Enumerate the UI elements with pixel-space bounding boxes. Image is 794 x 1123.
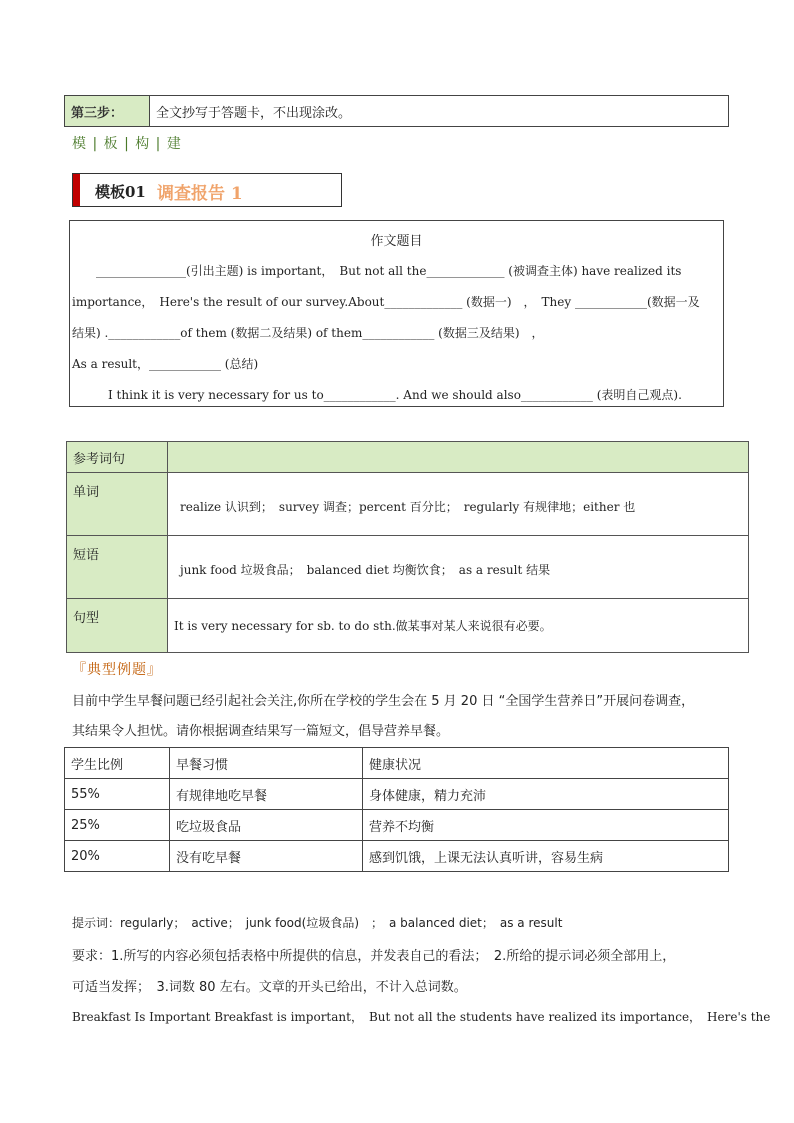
vocab-row-content: junk food 垃圾食品； balanced diet 均衡饮食； as a result 结果 xyxy=(168,536,749,599)
survey-cell: 身体健康，精力充沛 xyxy=(363,779,729,810)
survey-header-cell: 学生比例 xyxy=(65,748,170,779)
essay-template-box xyxy=(69,220,724,407)
survey-header-row xyxy=(65,748,729,779)
example-intro-line: 其结果令人担忧。请你根据调查结果写一篇短文，倡导营养早餐。 xyxy=(72,724,450,739)
survey-header-cell: 早餐习惯 xyxy=(170,748,363,779)
example-heading: 『典型例题』 xyxy=(72,662,162,678)
survey-cell: 感到饥饿，上课无法认真听讲，容易生病 xyxy=(363,841,729,872)
step-label: 第三步： xyxy=(65,96,150,127)
survey-table xyxy=(64,747,729,872)
vocab-row-content: realize 认识到； survey 调查；percent 百分比； regularly 有规律地；either 也 xyxy=(168,473,749,536)
essay-line: importance， Here's the result of our survey.About_____________ (数据一) ， They ____________(数据一及 xyxy=(72,295,700,309)
requirements-line: 要求：1.所写的内容必须包括表格中所提供的信息，并发表自己的看法； 2.所给的提示词必须全部用上， xyxy=(72,949,676,964)
survey-cell: 20% xyxy=(65,841,170,872)
step-text: 全文抄写于答题卡，不出现涂改。 xyxy=(150,96,729,127)
hint-words: 提示词：regularly； active； junk food(垃圾食品) ； a balanced diet； as a result xyxy=(72,916,563,930)
vocab-row xyxy=(67,599,749,653)
survey-cell: 没有吃早餐 xyxy=(170,841,363,872)
vocab-row xyxy=(67,536,749,599)
template-title-box xyxy=(72,173,342,207)
survey-cell: 营养不均衡 xyxy=(363,810,729,841)
template-label: 模板01 xyxy=(95,183,146,201)
vocab-row-label: 短语 xyxy=(67,536,168,599)
survey-cell: 55% xyxy=(65,779,170,810)
requirements-line: 可适当发挥； 3.词数 80 左右。文章的开头已给出，不计入总词数。 xyxy=(72,980,467,995)
breadcrumb: 模 | 板 | 构 | 建 xyxy=(72,136,182,152)
vocab-header: 参考词句 xyxy=(67,442,168,473)
survey-header-cell: 健康状况 xyxy=(363,748,729,779)
essay-line: 结果) .____________of them (数据二及结果) of them____________ (数据三及结果) ， xyxy=(72,326,544,340)
vocab-row-label: 句型 xyxy=(67,599,168,653)
vocab-table xyxy=(66,441,749,653)
step-table xyxy=(64,95,729,127)
survey-cell: 吃垃圾食品 xyxy=(170,810,363,841)
essay-title: 作文题目 xyxy=(370,234,423,249)
vocab-header-row xyxy=(67,442,749,473)
vocab-row xyxy=(67,473,749,536)
essay-line: _______________(引出主题) is important， But not all the_____________ (被调查主体) have realized its xyxy=(72,264,682,278)
essay-line: I think it is very necessary for us to____________. And we should also____________ (表明自己观点). xyxy=(72,388,682,402)
survey-row xyxy=(65,841,729,872)
vocab-row-label: 单词 xyxy=(67,473,168,536)
essay-opening: Breakfast Is Important Breakfast is important， But not all the students have realized its importance， Here's the xyxy=(72,1010,771,1024)
example-intro-line: 目前中学生早餐问题已经引起社会关注,你所在学校的学生会在 5 月 20 日 “全国学生营养日”开展问卷调查， xyxy=(72,694,695,709)
survey-cell: 有规律地吃早餐 xyxy=(170,779,363,810)
vocab-header-blank xyxy=(168,442,749,473)
survey-cell: 25% xyxy=(65,810,170,841)
vocab-row-content: It is very necessary for sb. to do sth.做某事对某人来说很有必要。 xyxy=(168,599,749,653)
essay-line: As a result，____________ (总结) xyxy=(72,357,259,371)
survey-row xyxy=(65,810,729,841)
survey-row xyxy=(65,779,729,810)
template-name: 调查报告 1 xyxy=(157,184,243,204)
template-accent-bar xyxy=(73,174,80,206)
